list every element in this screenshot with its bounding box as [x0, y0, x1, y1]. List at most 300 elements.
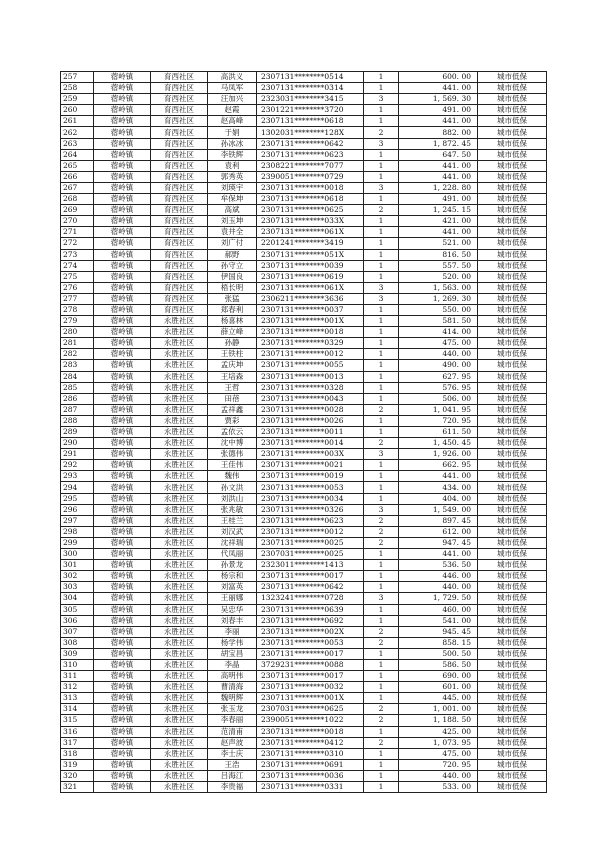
id-number-cell: 2307131********0055	[257, 360, 364, 371]
id-number-cell: 2307131********0623	[257, 149, 364, 160]
name-cell: 孙景龙	[208, 560, 257, 571]
row-number-cell: 274	[61, 260, 94, 271]
name-cell: 孟庆坤	[208, 360, 257, 371]
household-size-cell: 1	[364, 116, 399, 127]
town-cell: 蓿岭镇	[94, 260, 151, 271]
table-row	[61, 637, 547, 648]
household-size-cell: 3	[364, 504, 399, 515]
amount-cell: 858. 15	[399, 637, 478, 648]
category-cell: 城市低保	[478, 693, 547, 704]
community-cell: 育西社区	[151, 238, 208, 249]
amount-cell: 441. 00	[399, 227, 478, 238]
name-cell: 魏伟	[208, 471, 257, 482]
category-cell: 城市低保	[478, 116, 547, 127]
id-number-cell: 2307131********061X	[257, 227, 364, 238]
name-cell: 孙守立	[208, 260, 257, 271]
table-row	[61, 349, 547, 360]
community-cell: 永胜社区	[151, 460, 208, 471]
town-cell: 蓿岭镇	[94, 726, 151, 737]
name-cell: 曹清海	[208, 682, 257, 693]
id-number-cell: 2307131********0025	[257, 537, 364, 548]
household-size-cell: 1	[364, 327, 399, 338]
category-cell: 城市低保	[478, 205, 547, 216]
table-row	[61, 83, 547, 94]
community-cell: 育西社区	[151, 194, 208, 205]
town-cell: 蓿岭镇	[94, 482, 151, 493]
amount-cell: 1, 001. 00	[399, 704, 478, 715]
community-cell: 育西社区	[151, 160, 208, 171]
household-size-cell: 2	[364, 127, 399, 138]
category-cell: 城市低保	[478, 282, 547, 293]
town-cell: 蓿岭镇	[94, 682, 151, 693]
row-number-cell: 261	[61, 116, 94, 127]
household-size-cell: 1	[364, 682, 399, 693]
category-cell: 城市低保	[478, 238, 547, 249]
id-number-cell: 2307131********0026	[257, 415, 364, 426]
amount-cell: 947. 45	[399, 537, 478, 548]
amount-cell: 441. 00	[399, 160, 478, 171]
amount-cell: 475. 00	[399, 338, 478, 349]
category-cell: 城市低保	[478, 704, 547, 715]
name-cell: 赵霞	[208, 105, 257, 116]
community-cell: 永胜社区	[151, 737, 208, 748]
table-row	[61, 205, 547, 216]
household-size-cell: 1	[364, 194, 399, 205]
household-size-cell: 1	[364, 549, 399, 560]
household-size-cell: 1	[364, 471, 399, 482]
household-size-cell: 2	[364, 626, 399, 637]
town-cell: 蓿岭镇	[94, 227, 151, 238]
community-cell: 育西社区	[151, 171, 208, 182]
name-cell: 赵高峰	[208, 116, 257, 127]
household-size-cell: 2	[364, 205, 399, 216]
community-cell: 永胜社区	[151, 404, 208, 415]
amount-cell: 897. 45	[399, 515, 478, 526]
table-row	[61, 393, 547, 404]
name-cell: 伊国良	[208, 271, 257, 282]
amount-cell: 816. 50	[399, 249, 478, 260]
name-cell: 高斌	[208, 205, 257, 216]
category-cell: 城市低保	[478, 637, 547, 648]
category-cell: 城市低保	[478, 83, 547, 94]
row-number-cell: 293	[61, 471, 94, 482]
category-cell: 城市低保	[478, 293, 547, 304]
table-row	[61, 404, 547, 415]
amount-cell: 533. 00	[399, 782, 478, 793]
row-number-cell: 303	[61, 582, 94, 593]
table-row	[61, 515, 547, 526]
town-cell: 蓿岭镇	[94, 715, 151, 726]
community-cell: 育西社区	[151, 149, 208, 160]
town-cell: 蓿岭镇	[94, 160, 151, 171]
row-number-cell: 282	[61, 349, 94, 360]
household-size-cell: 1	[364, 149, 399, 160]
amount-cell: 440. 00	[399, 582, 478, 593]
household-size-cell: 1	[364, 659, 399, 670]
id-number-cell: 2307131********061X	[257, 282, 364, 293]
table-row	[61, 549, 547, 560]
amount-cell: 576. 95	[399, 382, 478, 393]
household-size-cell: 2	[364, 637, 399, 648]
row-number-cell: 278	[61, 304, 94, 315]
town-cell: 蓿岭镇	[94, 393, 151, 404]
amount-cell: 612. 00	[399, 526, 478, 537]
community-cell: 育西社区	[151, 182, 208, 193]
household-size-cell: 1	[364, 338, 399, 349]
amount-cell: 440. 00	[399, 349, 478, 360]
id-number-cell: 2307131********0691	[257, 759, 364, 770]
category-cell: 城市低保	[478, 715, 547, 726]
category-cell: 城市低保	[478, 759, 547, 770]
row-number-cell: 268	[61, 194, 94, 205]
town-cell: 蓿岭镇	[94, 460, 151, 471]
name-cell: 孙静	[208, 338, 257, 349]
row-number-cell: 310	[61, 659, 94, 670]
row-number-cell: 318	[61, 748, 94, 759]
category-cell: 城市低保	[478, 526, 547, 537]
name-cell: 刘汉武	[208, 526, 257, 537]
household-size-cell: 1	[364, 105, 399, 116]
category-cell: 城市低保	[478, 138, 547, 149]
name-cell: 李春丽	[208, 715, 257, 726]
id-number-cell: 2307131********0012	[257, 349, 364, 360]
community-cell: 永胜社区	[151, 560, 208, 571]
table-row	[61, 704, 547, 715]
id-number-cell: 2307131********0018	[257, 726, 364, 737]
community-cell: 永胜社区	[151, 626, 208, 637]
community-cell: 永胜社区	[151, 338, 208, 349]
id-number-cell: 2323031********3415	[257, 94, 364, 105]
amount-cell: 491. 00	[399, 194, 478, 205]
community-cell: 永胜社区	[151, 471, 208, 482]
table-row	[61, 526, 547, 537]
community-cell: 永胜社区	[151, 349, 208, 360]
table-row	[61, 249, 547, 260]
amount-cell: 520. 00	[399, 271, 478, 282]
name-cell: 沈中博	[208, 438, 257, 449]
id-number-cell: 2307131********0034	[257, 493, 364, 504]
household-size-cell: 1	[364, 582, 399, 593]
table-row	[61, 715, 547, 726]
row-number-cell: 294	[61, 482, 94, 493]
amount-cell: 1, 041. 95	[399, 404, 478, 415]
id-number-cell: 2307131********0053	[257, 637, 364, 648]
household-size-cell: 1	[364, 160, 399, 171]
name-cell: 孙文洪	[208, 482, 257, 493]
town-cell: 蓿岭镇	[94, 526, 151, 537]
town-cell: 蓿岭镇	[94, 549, 151, 560]
table-row	[61, 504, 547, 515]
id-number-cell: 2307131********0032	[257, 682, 364, 693]
community-cell: 永胜社区	[151, 316, 208, 327]
household-size-cell: 2	[364, 526, 399, 537]
id-number-cell: 2307131********0011	[257, 427, 364, 438]
town-cell: 蓿岭镇	[94, 737, 151, 748]
row-number-cell: 260	[61, 105, 94, 116]
household-size-cell: 3	[364, 182, 399, 193]
community-cell: 永胜社区	[151, 715, 208, 726]
town-cell: 蓿岭镇	[94, 415, 151, 426]
row-number-cell: 287	[61, 404, 94, 415]
town-cell: 蓿岭镇	[94, 671, 151, 682]
household-size-cell: 1	[364, 238, 399, 249]
category-cell: 城市低保	[478, 782, 547, 793]
id-number-cell: 2307131********001X	[257, 316, 364, 327]
town-cell: 蓿岭镇	[94, 138, 151, 149]
town-cell: 蓿岭镇	[94, 782, 151, 793]
category-cell: 城市低保	[478, 427, 547, 438]
table-row	[61, 304, 547, 315]
amount-cell: 500. 50	[399, 648, 478, 659]
town-cell: 蓿岭镇	[94, 271, 151, 282]
row-number-cell: 275	[61, 271, 94, 282]
row-number-cell: 284	[61, 371, 94, 382]
row-number-cell: 281	[61, 338, 94, 349]
household-size-cell: 2	[364, 537, 399, 548]
amount-cell: 611. 50	[399, 427, 478, 438]
amount-cell: 720. 95	[399, 759, 478, 770]
community-cell: 育西社区	[151, 227, 208, 238]
town-cell: 蓿岭镇	[94, 116, 151, 127]
household-size-cell: 1	[364, 83, 399, 94]
category-cell: 城市低保	[478, 360, 547, 371]
category-cell: 城市低保	[478, 648, 547, 659]
household-size-cell: 3	[364, 138, 399, 149]
category-cell: 城市低保	[478, 349, 547, 360]
household-size-cell: 1	[364, 493, 399, 504]
amount-cell: 1, 228. 80	[399, 182, 478, 193]
id-number-cell: 2307131********0514	[257, 72, 364, 83]
table-row	[61, 216, 547, 227]
table-row	[61, 737, 547, 748]
category-cell: 城市低保	[478, 659, 547, 670]
name-cell: 田蓓	[208, 393, 257, 404]
community-cell: 永胜社区	[151, 604, 208, 615]
row-number-cell: 305	[61, 604, 94, 615]
table-row	[61, 571, 547, 582]
community-cell: 永胜社区	[151, 693, 208, 704]
amount-cell: 662. 95	[399, 460, 478, 471]
amount-cell: 441. 00	[399, 83, 478, 94]
id-number-cell: 2307131********0329	[257, 338, 364, 349]
town-cell: 蓿岭镇	[94, 205, 151, 216]
town-cell: 蓿岭镇	[94, 504, 151, 515]
id-number-cell: 2307131********0021	[257, 460, 364, 471]
row-number-cell: 264	[61, 149, 94, 160]
id-number-cell: 2307131********0412	[257, 737, 364, 748]
household-size-cell: 1	[364, 693, 399, 704]
name-cell: 郑春利	[208, 304, 257, 315]
category-cell: 城市低保	[478, 748, 547, 759]
household-size-cell: 1	[364, 171, 399, 182]
community-cell: 育西社区	[151, 216, 208, 227]
table-row	[61, 460, 547, 471]
id-number-cell: 2307131********0692	[257, 615, 364, 626]
row-number-cell: 299	[61, 537, 94, 548]
category-cell: 城市低保	[478, 537, 547, 548]
household-size-cell: 1	[364, 604, 399, 615]
amount-cell: 536. 50	[399, 560, 478, 571]
household-size-cell: 2	[364, 737, 399, 748]
town-cell: 蓿岭镇	[94, 194, 151, 205]
town-cell: 蓿岭镇	[94, 560, 151, 571]
name-cell: 张德伟	[208, 449, 257, 460]
household-size-cell: 1	[364, 72, 399, 83]
table-row	[61, 149, 547, 160]
amount-cell: 434. 00	[399, 482, 478, 493]
table-row	[61, 449, 547, 460]
category-cell: 城市低保	[478, 72, 547, 83]
amount-cell: 506. 00	[399, 393, 478, 404]
household-size-cell: 2	[364, 704, 399, 715]
community-cell: 永胜社区	[151, 438, 208, 449]
town-cell: 蓿岭镇	[94, 449, 151, 460]
amount-cell: 586. 50	[399, 659, 478, 670]
table-row	[61, 671, 547, 682]
amount-cell: 720. 95	[399, 415, 478, 426]
id-number-cell: 2307131********0623	[257, 515, 364, 526]
id-number-cell: 1302031********128X	[257, 127, 364, 138]
household-size-cell: 1	[364, 371, 399, 382]
amount-cell: 541. 00	[399, 615, 478, 626]
community-cell: 永胜社区	[151, 371, 208, 382]
household-size-cell: 1	[364, 560, 399, 571]
community-cell: 永胜社区	[151, 327, 208, 338]
category-cell: 城市低保	[478, 194, 547, 205]
table-row	[61, 537, 547, 548]
household-size-cell: 1	[364, 759, 399, 770]
name-cell: 范清甫	[208, 726, 257, 737]
name-cell: 汪加兴	[208, 94, 257, 105]
table-row	[61, 759, 547, 770]
table-row	[61, 604, 547, 615]
row-number-cell: 280	[61, 327, 94, 338]
name-cell: 刘洪山	[208, 493, 257, 504]
id-number-cell: 2307131********0642	[257, 138, 364, 149]
town-cell: 蓿岭镇	[94, 615, 151, 626]
row-number-cell: 270	[61, 216, 94, 227]
town-cell: 蓿岭镇	[94, 171, 151, 182]
relief-roster-table	[60, 71, 547, 793]
category-cell: 城市低保	[478, 460, 547, 471]
row-number-cell: 304	[61, 593, 94, 604]
id-number-cell: 2307131********0625	[257, 205, 364, 216]
category-cell: 城市低保	[478, 127, 547, 138]
town-cell: 蓿岭镇	[94, 659, 151, 670]
category-cell: 城市低保	[478, 482, 547, 493]
category-cell: 城市低保	[478, 504, 547, 515]
amount-cell: 690. 00	[399, 671, 478, 682]
community-cell: 永胜社区	[151, 360, 208, 371]
category-cell: 城市低保	[478, 493, 547, 504]
id-number-cell: 2307131********0639	[257, 604, 364, 615]
id-number-cell: 2306211********3636	[257, 293, 364, 304]
household-size-cell: 1	[364, 393, 399, 404]
town-cell: 蓿岭镇	[94, 149, 151, 160]
name-cell: 吴忠华	[208, 604, 257, 615]
id-number-cell: 2307031********0625	[257, 704, 364, 715]
name-cell: 代凤丽	[208, 549, 257, 560]
category-cell: 城市低保	[478, 271, 547, 282]
town-cell: 蓿岭镇	[94, 748, 151, 759]
community-cell: 育西社区	[151, 72, 208, 83]
category-cell: 城市低保	[478, 571, 547, 582]
community-cell: 永胜社区	[151, 582, 208, 593]
id-number-cell: 2307131********0331	[257, 782, 364, 793]
amount-cell: 441. 00	[399, 116, 478, 127]
town-cell: 蓿岭镇	[94, 427, 151, 438]
name-cell: 高明伟	[208, 671, 257, 682]
name-cell: 张猛	[208, 293, 257, 304]
household-size-cell: 3	[364, 449, 399, 460]
community-cell: 永胜社区	[151, 782, 208, 793]
row-number-cell: 309	[61, 648, 94, 659]
name-cell: 刘瑛宇	[208, 182, 257, 193]
name-cell: 袁利	[208, 160, 257, 171]
id-number-cell: 2307131********0326	[257, 504, 364, 515]
id-number-cell: 2307131********0013	[257, 371, 364, 382]
id-number-cell: 2307131********0018	[257, 182, 364, 193]
household-size-cell: 1	[364, 415, 399, 426]
town-cell: 蓿岭镇	[94, 626, 151, 637]
table-row	[61, 338, 547, 349]
name-cell: 李晶	[208, 659, 257, 670]
community-cell: 永胜社区	[151, 759, 208, 770]
table-body	[61, 72, 547, 793]
name-cell: 郭秀英	[208, 171, 257, 182]
category-cell: 城市低保	[478, 449, 547, 460]
id-number-cell: 2307131********0619	[257, 271, 364, 282]
amount-cell: 404. 00	[399, 493, 478, 504]
name-cell: 王培森	[208, 371, 257, 382]
name-cell: 刘富英	[208, 582, 257, 593]
category-cell: 城市低保	[478, 515, 547, 526]
id-number-cell: 3729231********0088	[257, 659, 364, 670]
table-row	[61, 105, 547, 116]
id-number-cell: 2307131********0642	[257, 582, 364, 593]
document-page	[60, 71, 547, 793]
household-size-cell: 1	[364, 726, 399, 737]
community-cell: 永胜社区	[151, 770, 208, 781]
amount-cell: 945. 45	[399, 626, 478, 637]
name-cell: 梧长明	[208, 282, 257, 293]
category-cell: 城市低保	[478, 216, 547, 227]
row-number-cell: 307	[61, 626, 94, 637]
household-size-cell: 1	[364, 648, 399, 659]
table-row	[61, 171, 547, 182]
town-cell: 蓿岭镇	[94, 704, 151, 715]
row-number-cell: 286	[61, 393, 94, 404]
community-cell: 永胜社区	[151, 427, 208, 438]
table-row	[61, 160, 547, 171]
category-cell: 城市低保	[478, 94, 547, 105]
name-cell: 孟依云	[208, 427, 257, 438]
table-row	[61, 748, 547, 759]
table-row	[61, 182, 547, 193]
id-number-cell: 2308221********7077	[257, 160, 364, 171]
id-number-cell: 2307031********0025	[257, 549, 364, 560]
name-cell: 王哲	[208, 382, 257, 393]
row-number-cell: 306	[61, 615, 94, 626]
table-row	[61, 382, 547, 393]
name-cell: 赵声波	[208, 737, 257, 748]
table-row	[61, 482, 547, 493]
community-cell: 育西社区	[151, 138, 208, 149]
household-size-cell: 1	[364, 216, 399, 227]
town-cell: 蓿岭镇	[94, 382, 151, 393]
household-size-cell: 1	[364, 782, 399, 793]
amount-cell: 882. 00	[399, 127, 478, 138]
